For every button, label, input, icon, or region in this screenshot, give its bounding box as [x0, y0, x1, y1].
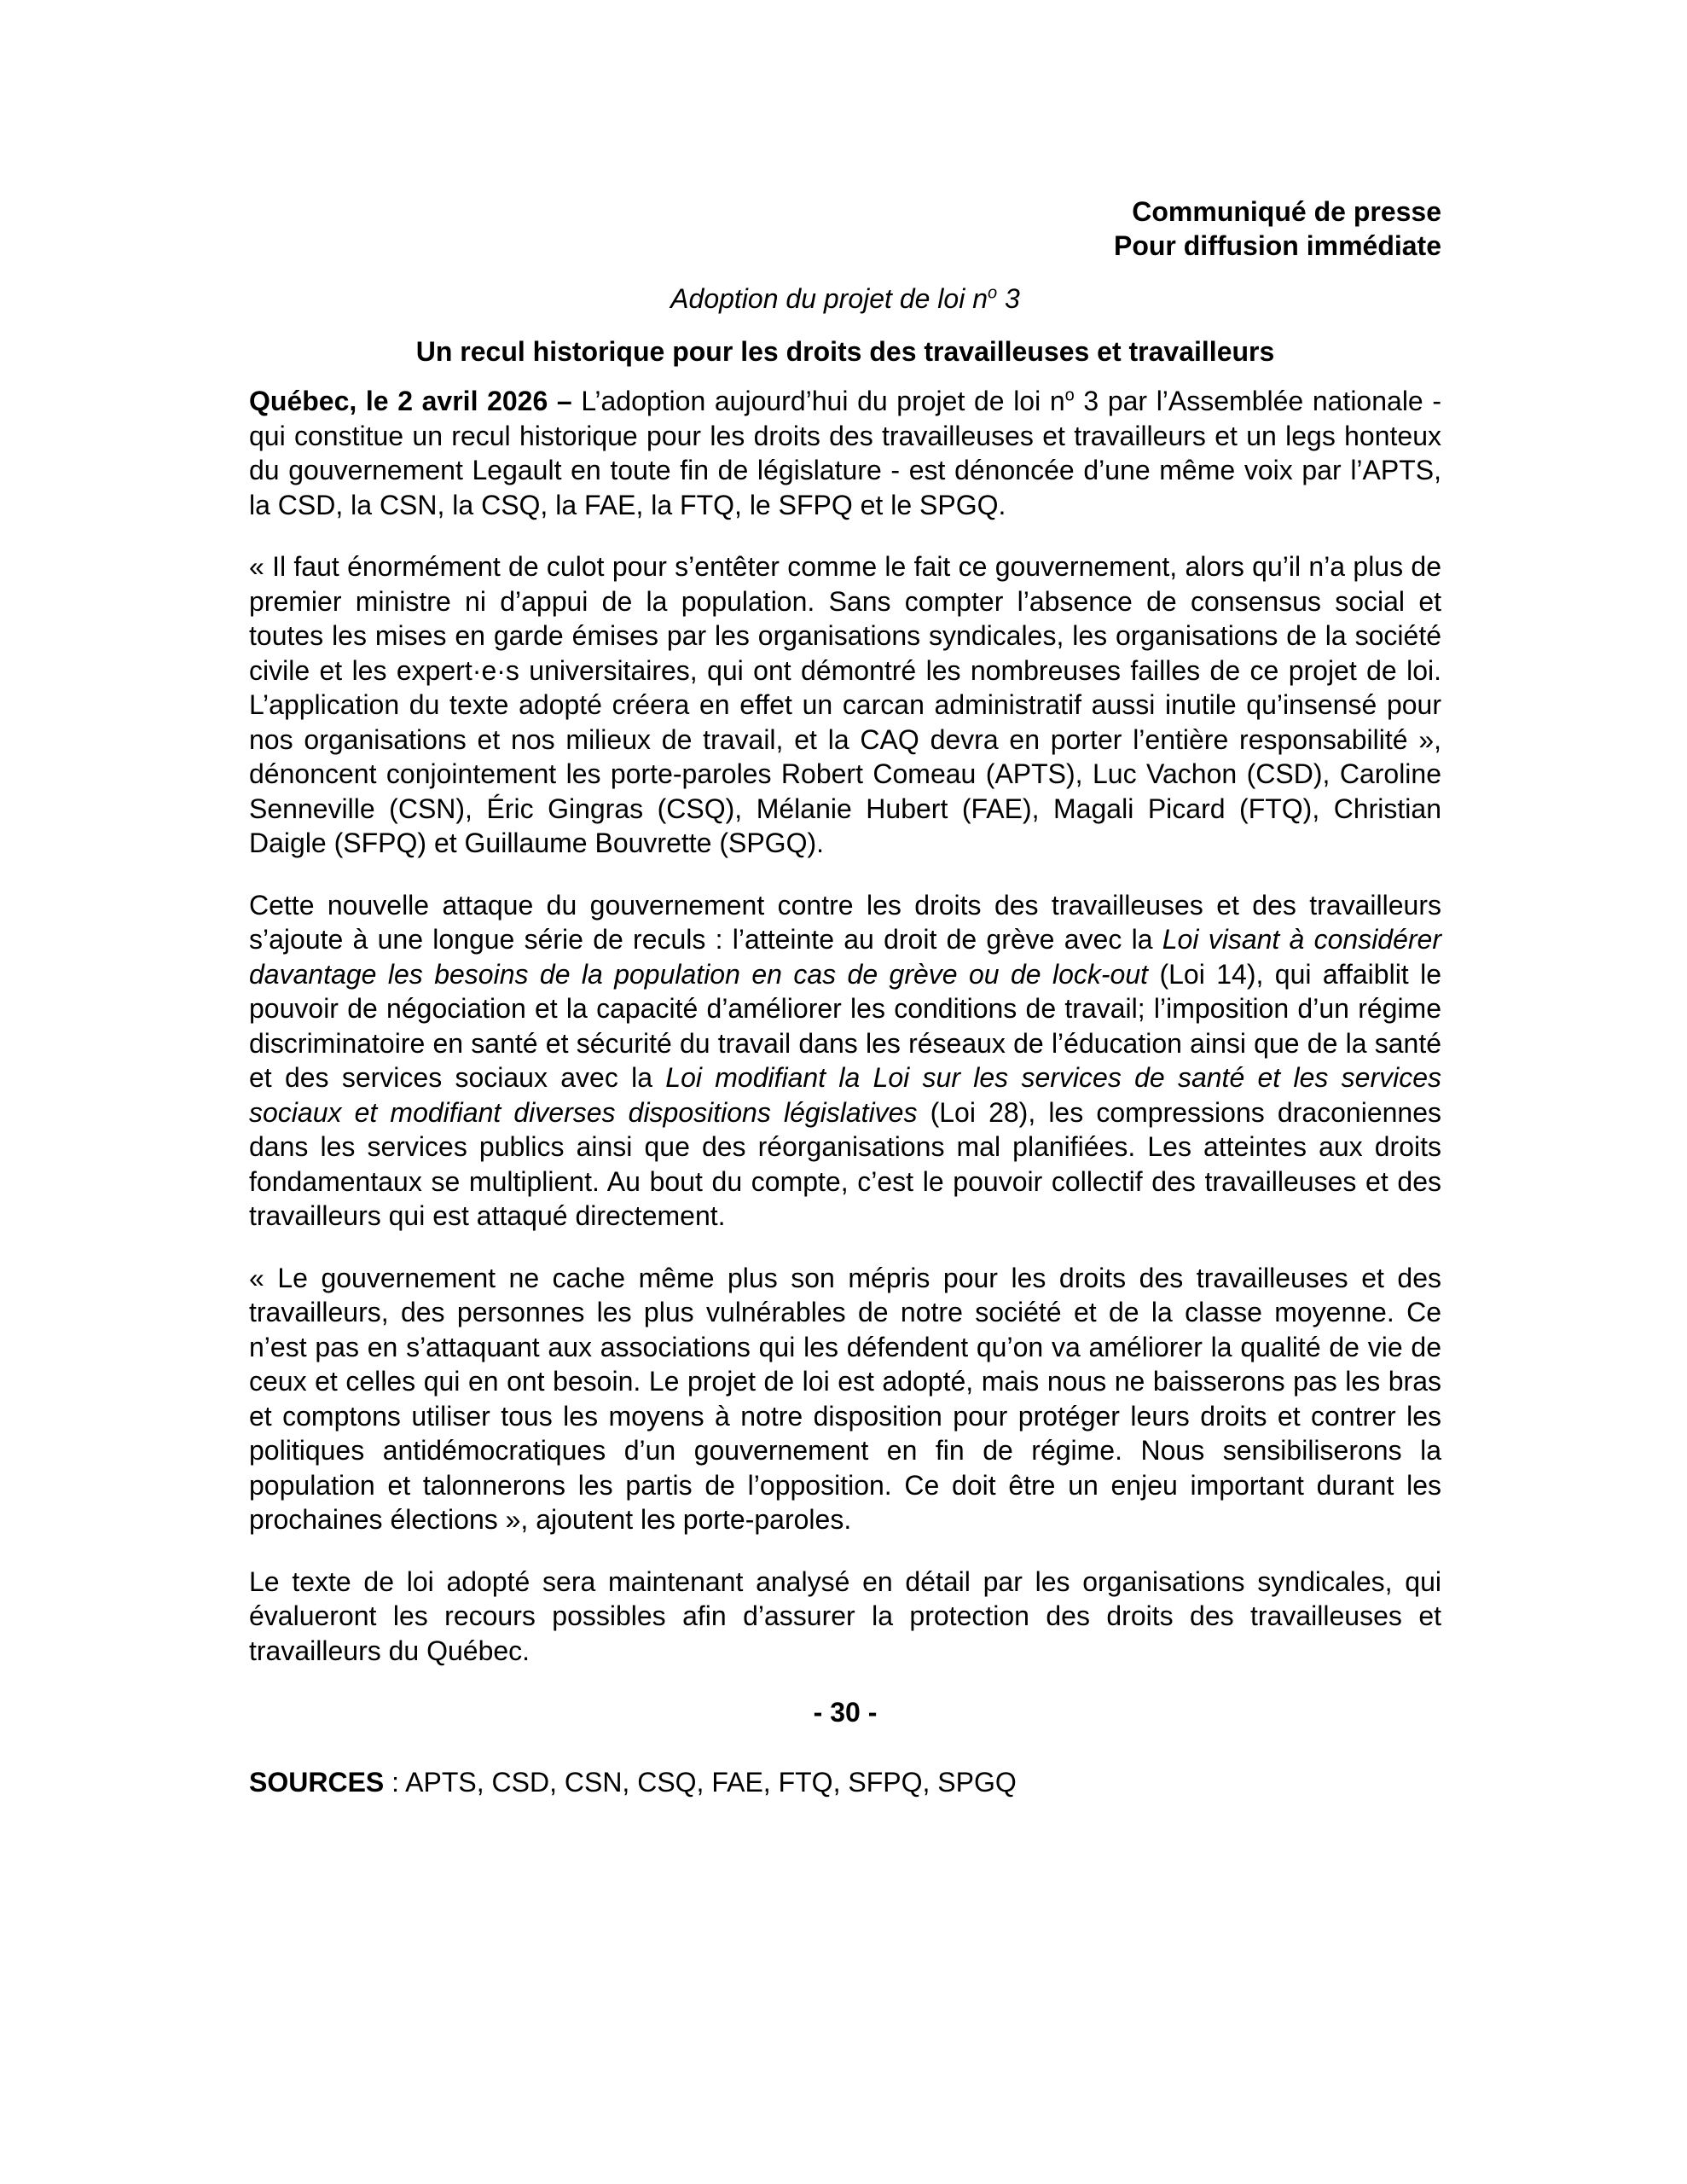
lead-text-1: L’adoption aujourd’hui du projet de loi n	[571, 386, 1065, 416]
release-subtitle	[249, 282, 1441, 316]
law-title-28: Loi modifiant la Loi sur les services de santé et les services sociaux et modifiant diverses dispositions législatives	[249, 1062, 1442, 1128]
law-title-14: Loi visant à considérer davantage les besoins de la population en cas de grève ou de lock-out	[249, 924, 1442, 990]
context-text-2: (Loi 14), qui affaiblit le pouvoir de négociation et la capacité d’améliorer les conditions de travail; l’imposition d’un régime discriminatoire en santé et sécurité du travail dans les réseaux de l’éducation ainsi que de la santé et des services sociaux avec la	[249, 958, 1442, 1093]
release-title: Un recul historique pour les droits des travailleuses et travailleurs	[415, 336, 1275, 367]
paragraph-closing: Le texte de loi adopté sera maintenant analysé en détail par les organisations syndicales, qui évalueront les recours possibles afin d’assurer la protection des droits des travailleuses et travailleurs du Québec.	[249, 1565, 1441, 1666]
lead-superscript: o	[1064, 386, 1075, 405]
paragraph-context	[249, 888, 1441, 1234]
paragraph-quote-1: « Il faut énormément de culot pour s’entêter comme le fait ce gouvernement, alors qu’il n’a plus de premier ministre ni d’appui de la population. Sans compter l’absence de consensus social et toutes les mises en garde émises par les organisations syndicales, les organisations de la société civile et les expert·e·s universitaires, qui ont démontré les nombreuses failles de ce projet de loi. L’application du texte adopté créera en effet un carcan administratif aussi inutile qu’insensé pour nos organisations et nos milieux de travail, et la CAQ devra en porter l’entière responsabilité », dénoncent conjointement les porte-paroles Robert Comeau (APTS), Luc Vachon (CSD), Caroline Senneville (CSN), Éric Gingras (CSQ), Mélanie Hubert (FAE), Magali Picard (FTQ), Christian Daigle (SFPQ) et Guillaume Bouvrette (SPGQ).	[249, 551, 1441, 858]
end-mark: - 30 -	[813, 1697, 878, 1728]
subtitle-superscript: o	[988, 283, 998, 303]
paragraph-lead	[249, 384, 1441, 522]
release-type: Communiqué de presse	[1132, 196, 1441, 227]
sources-line	[249, 1765, 1441, 1799]
release-distribution: Pour diffusion immédiate	[1113, 230, 1441, 261]
subtitle-text: Adoption du projet de loi n	[670, 283, 988, 314]
context-text-1: Cette nouvelle attaque du gouvernement contre les droits des travailleuses et des travailleurs s’ajoute à une longue série de reculs : l’atteinte au droit de grève avec la	[249, 889, 1441, 955]
paragraph-quote-2: « Le gouvernement ne cache même plus son mépris pour les droits des travailleuses et des travailleurs, des personnes les plus vulnérables de notre société et de la classe moyenne. Ce n’est pas en s’attaquant aux associations qui les défendent qu’on va améliorer la qualité de vie de ceux et celles qui en ont besoin. Le projet de loi est adopté, mais nous ne baisserons pas les bras et comptons utiliser tous les moyens à notre disposition pour protéger leurs droits et contrer les politiques antidémocratiques d’un gouvernement en fin de régime. Nous sensibiliserons la population et talonnerons les partis de l’opposition. Ce doit être un enjeu important durant les prochaines élections », ajoutent les porte-paroles.	[249, 1262, 1441, 1535]
sources-list: : APTS, CSD, CSN, CSQ, FAE, FTQ, SFPQ, SPGQ	[384, 1767, 1017, 1798]
release-header	[249, 195, 1441, 263]
sources-label: SOURCES	[249, 1767, 385, 1798]
dateline: Québec, le 2 avril 2026 –	[249, 386, 572, 416]
subtitle-suffix: 3	[997, 283, 1020, 314]
press-release-page	[249, 195, 1441, 1799]
context-text-3: (Loi 28), les compressions draconiennes dans les services publics ainsi que des réorganisations mal planifiées. Les atteintes aux droits fondamentaux se multiplient. Au bout du compte, c’est le pouvoir collectif des travailleuses et des travailleurs qui est attaqué directement.	[249, 1096, 1442, 1231]
lead-text-2: 3 par l’Assemblée nationale - qui constitue un recul historique pour les droits des travailleuses et travailleurs et un legs honteux du gouvernement Legault en toute fin de législature - est dénoncée d’une même voix par l’APTS, la CSD, la CSN, la CSQ, la FAE, la FTQ, le SFPQ et le SPGQ.	[249, 386, 1442, 520]
